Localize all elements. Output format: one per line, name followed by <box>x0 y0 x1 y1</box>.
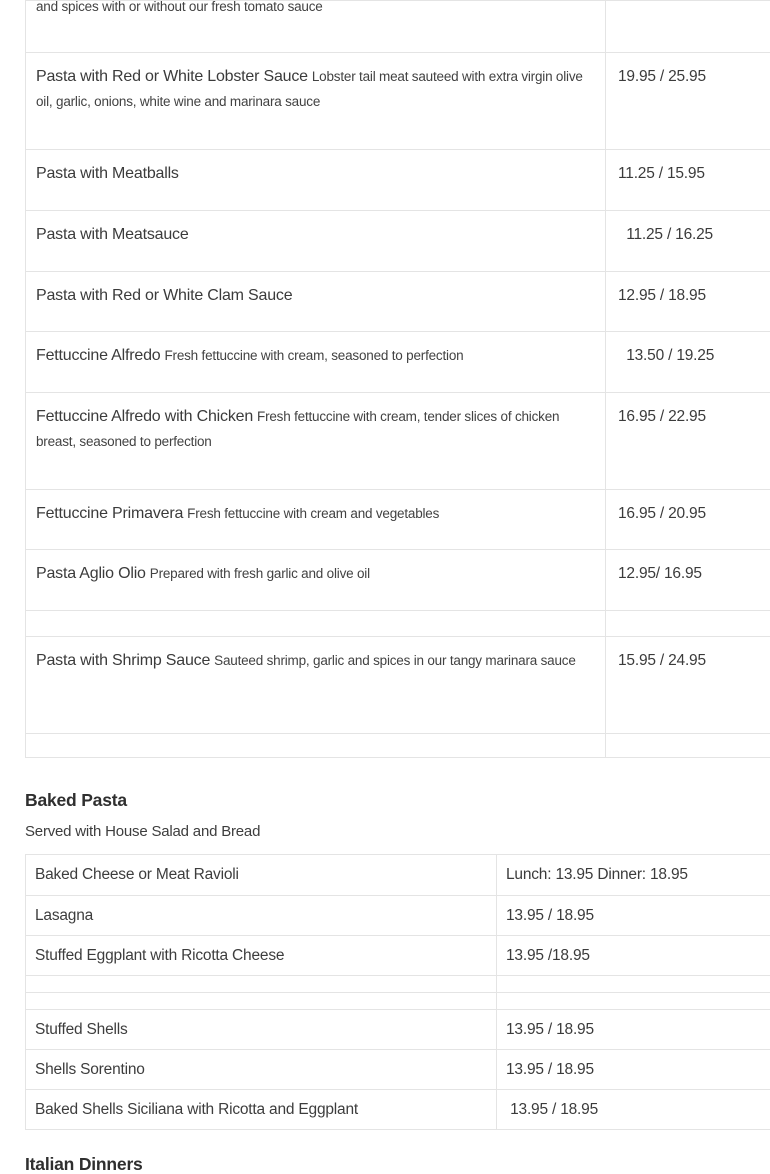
item-description: Fresh fettuccine with cream, seasoned to perfection <box>164 348 463 363</box>
price-cell: 13.95 / 18.95 <box>497 896 770 936</box>
item-cell: Shells Sorentino <box>26 1050 497 1090</box>
table-row <box>26 637 770 734</box>
item-cell <box>26 993 497 1010</box>
item-cell <box>26 611 606 637</box>
price-cell: 13.95 / 18.95 <box>497 1090 770 1130</box>
price-cell: Lunch: 13.95 Dinner: 18.95 <box>497 855 770 896</box>
item-cell <box>26 272 606 332</box>
table-row <box>26 53 770 150</box>
table-row <box>26 1010 770 1050</box>
table-row <box>26 1050 770 1090</box>
item-name: Fettuccine Alfredo <box>36 347 160 364</box>
price-cell: 13.50 / 19.25 <box>606 332 770 393</box>
item-name: Pasta with Meatsauce <box>36 226 189 243</box>
price-cell: 11.25 / 15.95 <box>606 150 770 211</box>
table-row <box>26 332 770 393</box>
table-row <box>26 490 770 550</box>
item-cell <box>26 332 606 393</box>
table-row <box>26 734 770 758</box>
item-description: and spices with or without our fresh tomato sauce <box>36 1 323 15</box>
section-heading-italian-dinners: Italian Dinners <box>25 1154 745 1174</box>
price-cell: 13.95 / 18.95 <box>497 1010 770 1050</box>
table-row <box>26 1 770 53</box>
price-cell: 16.95 / 22.95 <box>606 393 770 490</box>
table-row <box>26 611 770 637</box>
section-heading-baked-pasta: Baked Pasta <box>25 790 745 810</box>
menu-page <box>25 0 745 1174</box>
item-name: Pasta with Red or White Lobster Sauce <box>36 68 308 85</box>
item-description: Prepared with fresh garlic and olive oil <box>150 566 370 581</box>
item-name: Pasta with Meatballs <box>36 165 179 182</box>
item-cell: Baked Shells Siciliana with Ricotta and Eggplant <box>26 1090 497 1130</box>
item-description: Fresh fettuccine with cream and vegetables <box>187 506 439 521</box>
item-cell: Stuffed Shells <box>26 1010 497 1050</box>
price-cell: 12.95/ 16.95 <box>606 550 770 611</box>
table-row <box>26 272 770 332</box>
item-name: Fettuccine Primavera <box>36 505 183 522</box>
item-description: Lobster tail meat sauteed with extra virgin olive oil, garlic, onions, white wine and marinara sauce <box>36 69 583 109</box>
price-cell: 11.25 / 16.25 <box>606 211 770 272</box>
price-cell <box>497 993 770 1010</box>
price-cell <box>606 611 770 637</box>
table-row <box>26 150 770 211</box>
item-cell <box>26 393 606 490</box>
price-cell: 16.95 / 20.95 <box>606 490 770 550</box>
item-cell <box>26 150 606 211</box>
item-cell <box>26 53 606 150</box>
table-row <box>26 211 770 272</box>
item-cell <box>26 1 606 53</box>
table-row <box>26 896 770 936</box>
price-cell: 13.95 / 18.95 <box>497 1050 770 1090</box>
table-row <box>26 1090 770 1130</box>
price-cell: 13.95 /18.95 <box>497 936 770 976</box>
section-subheading: Served with House Salad and Bread <box>25 823 745 840</box>
price-cell: 19.95 / 25.95 <box>606 53 770 150</box>
item-description: Sauteed shrimp, garlic and spices in our tangy marinara sauce <box>214 653 576 668</box>
item-cell: Lasagna <box>26 896 497 936</box>
item-cell: Stuffed Eggplant with Ricotta Cheese <box>26 936 497 976</box>
item-name: Pasta with Shrimp Sauce <box>36 652 210 669</box>
item-cell <box>26 734 606 758</box>
price-cell: 12.95 / 18.95 <box>606 272 770 332</box>
price-cell <box>606 734 770 758</box>
table-row <box>26 393 770 490</box>
baked-pasta-table <box>25 854 770 1130</box>
item-name: Pasta Aglio Olio <box>36 565 146 582</box>
item-cell: Baked Cheese or Meat Ravioli <box>26 855 497 896</box>
item-description: Fresh fettuccine with cream, tender slices of chicken breast, seasoned to perfection <box>36 409 559 449</box>
table-row <box>26 855 770 896</box>
item-cell <box>26 550 606 611</box>
item-name: Pasta with Red or White Clam Sauce <box>36 287 292 304</box>
item-name: Fettuccine Alfredo with Chicken <box>36 408 253 425</box>
price-cell <box>606 1 770 53</box>
item-cell <box>26 490 606 550</box>
price-cell <box>497 976 770 993</box>
pasta-price-table <box>25 0 770 758</box>
table-row <box>26 550 770 611</box>
table-row <box>26 976 770 993</box>
item-cell <box>26 637 606 734</box>
item-cell <box>26 976 497 993</box>
item-cell <box>26 211 606 272</box>
table-row <box>26 993 770 1010</box>
price-cell: 15.95 / 24.95 <box>606 637 770 734</box>
table-row <box>26 936 770 976</box>
